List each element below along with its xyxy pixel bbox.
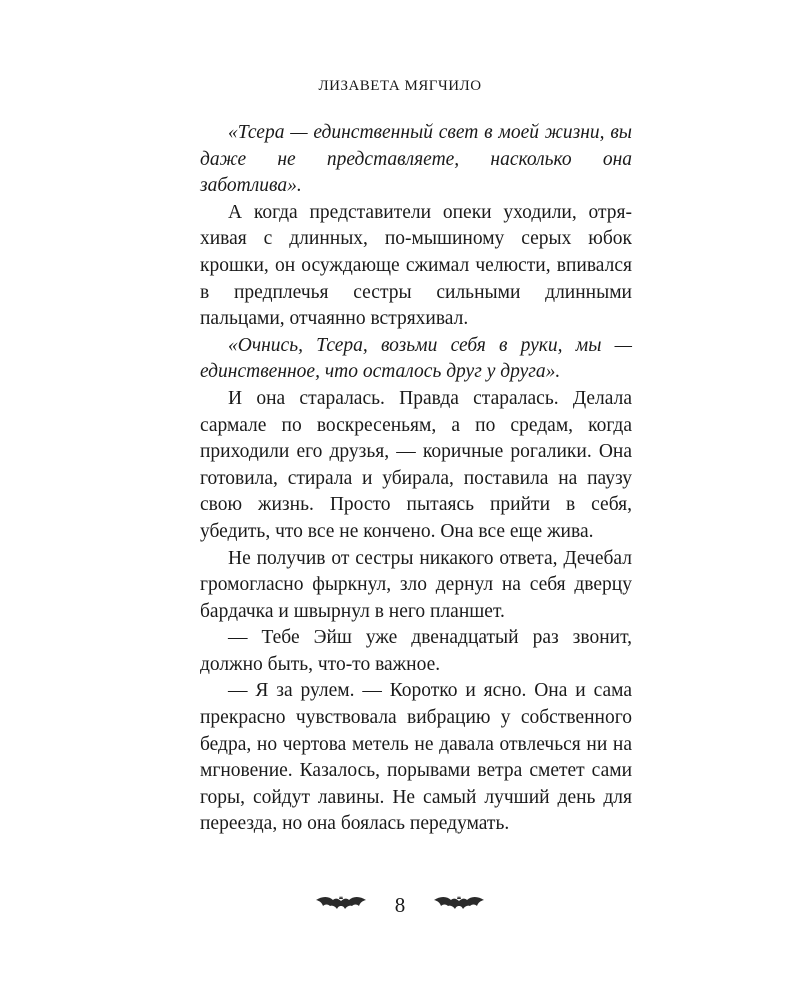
dialogue-line: — Я за рулем. — Коротко и ясно. Она и сама прекрасно чувствовала вибрацию у собственного бедра, но чертова метель не давала отвлечься ни на мгновение. Казалось, порывами ветра сметет сами горы, сойдут лавины. Не самый лучший день для переезда, но она боялась передумать. [200,680,632,835]
dialogue-line: — Тебе Эйш уже двенадцатый раз звонит, должно быть, что-то важное. [200,627,632,675]
paragraph-quote-1: «Тсера — единственный свет в моей жизни, вы даже не представляете, насколько она заботлива». [200,122,632,197]
bat-ornament-icon [313,892,369,918]
paragraph: А когда представители опеки уходили, отряхивая с длинных, по-мышиному серых юбок крошки, он осуждающе сжимал челюсти, впивался в предплечья сестры сильными длинными пальцами, отчаянно встряхивал. [200,201,632,330]
running-head: ЛИЗАВЕТА МЯГЧИЛО [318,78,482,94]
page-footer [0,890,800,920]
paragraph: И она старалась. Правда старалась. Делала сармале по воскресеньям, а по средам, когда приходили его друзья, — коричные рогалики. Она готовила, стирала и убирала, поставила на паузу свою жизнь. Просто пытаясь прийти в себя, убедить, что все не кончено. Она все еще жива. [200,387,632,542]
body-text [200,120,632,838]
paragraph: Не получив от сестры никакого ответа, Дечебал громогласно фыркнул, зло дернул на себя дверцу бардачка и швырнул в него планшет. [200,547,632,622]
page-number: 8 [394,893,406,917]
bat-ornament-icon [431,892,487,918]
paragraph-quote-2: «Очнись, Тсера, возьми себя в руки, мы — единственное, что осталось друг у друга». [200,334,632,383]
